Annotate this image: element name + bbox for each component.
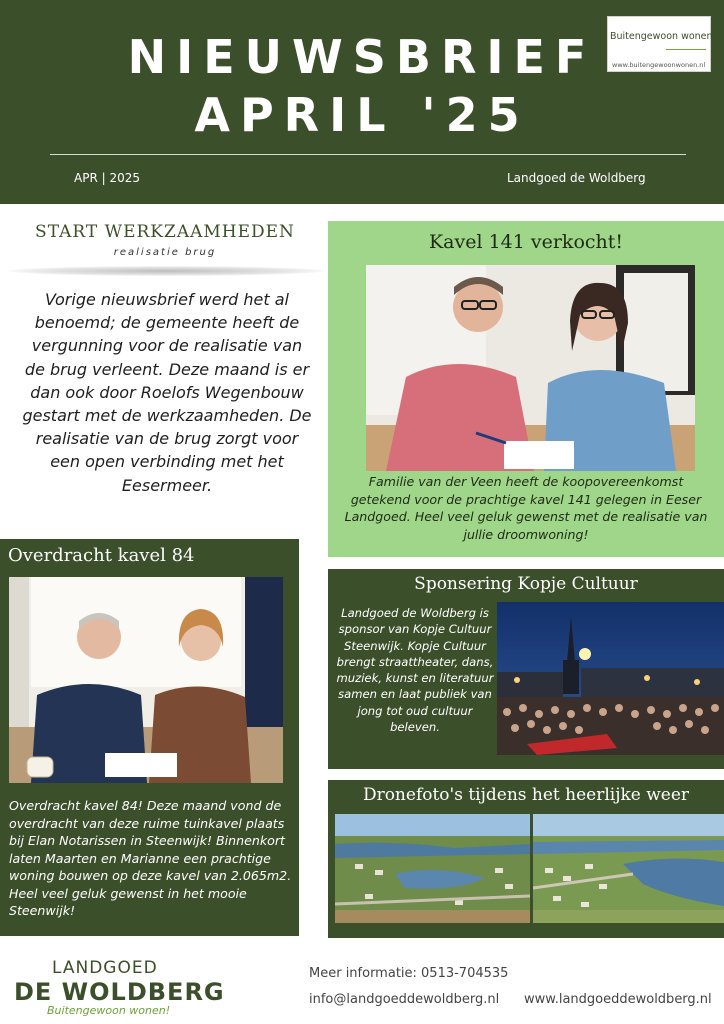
kavel-141-body: Familie van der Veen heeft de koopovereenkomst getekend voor de prachtige kavel 141 gelegen in Eeser Landgoed. Heel veel geluk gewenst met de realisatie van jullie droomwoning! [344,474,708,542]
sponsering-body: Landgoed de Woldberg is sponsor van Kopje Cultuur Steenwijk. Kopje Cultuur brengt straattheater, dans, muziek, kunst en literatuur samen en laat publiek van jong tot oud cultuur beleven. [336,606,494,735]
logo-underline [666,49,706,50]
footer-website-link[interactable]: www.landgoeddewoldberg.nl [524,992,712,1007]
start-werkzaamheden-title: START WERKZAAMHEDEN [35,222,295,242]
kavel-84-body: Overdracht kavel 84! Deze maand vond de overdracht van deze ruime tuinkavel plaats bij Elan Notarissen in Steenwijk! Binnenkort laten Maarten en Marianne een prachtige woning bouwen op deze kavel van 2.065m2. Heel veel geluk gewenst in het mooie Steenwijk! [9,798,292,918]
kavel-84-title: Overdracht kavel 84 [8,545,195,566]
buitengewoon-wonen-logo[interactable] [607,16,711,72]
drone-card [328,780,724,938]
footer-logo-tagline: Buitengewoon wonen! [47,1004,171,1017]
newsletter-issue: APRIL '25 [194,88,530,142]
kavel-84-card [0,539,299,936]
drone-photo-2[interactable] [533,814,724,923]
footer-logo-landgoed: LANDGOED [52,958,158,978]
logo-url: www.buitengewoonwonen.nl [612,61,706,69]
kopje-cultuur-photo[interactable] [497,602,724,755]
newsletter-header [0,0,724,204]
kavel-141-card [328,221,724,557]
footer-email-link[interactable]: info@landgoeddewoldberg.nl [309,992,500,1007]
sponsering-card [328,569,724,769]
start-werkzaamheden-subtitle: realisatie brug [113,247,217,258]
newsletter-title: NIEUWSBRIEF [127,30,597,84]
start-werkzaamheden-body: Vorige nieuwsbrief werd het al benoemd; de gemeente heeft de vergunning voor de realisatie van de brug verleent. Deze maand is er dan ook door Roelofs Wegenbouw gestart met de werkzaamheden. De realisatie van de brug zorgt voor een open verbinding met het Eesermeer. [22,290,312,495]
footer-phone[interactable]: Meer informatie: 0513-704535 [309,966,509,981]
header-divider [50,154,686,155]
organization-name: Landgoed de Woldberg [507,171,646,185]
drone-photo-1[interactable] [335,814,530,923]
kavel-141-photo[interactable] [366,265,695,471]
logo-name: Buitengewoon wonen [610,31,713,42]
section-divider [8,266,324,276]
kavel-84-photo[interactable] [9,577,283,783]
footer-logo-woldberg: DE WOLDBERG [14,978,225,1006]
drone-title: Dronefoto's tijdens het heerlijke weer [362,785,690,805]
kavel-141-title: Kavel 141 verkocht! [428,231,624,253]
issue-date: APR | 2025 [74,171,140,185]
sponsering-title: Sponsering Kopje Cultuur [414,574,638,594]
